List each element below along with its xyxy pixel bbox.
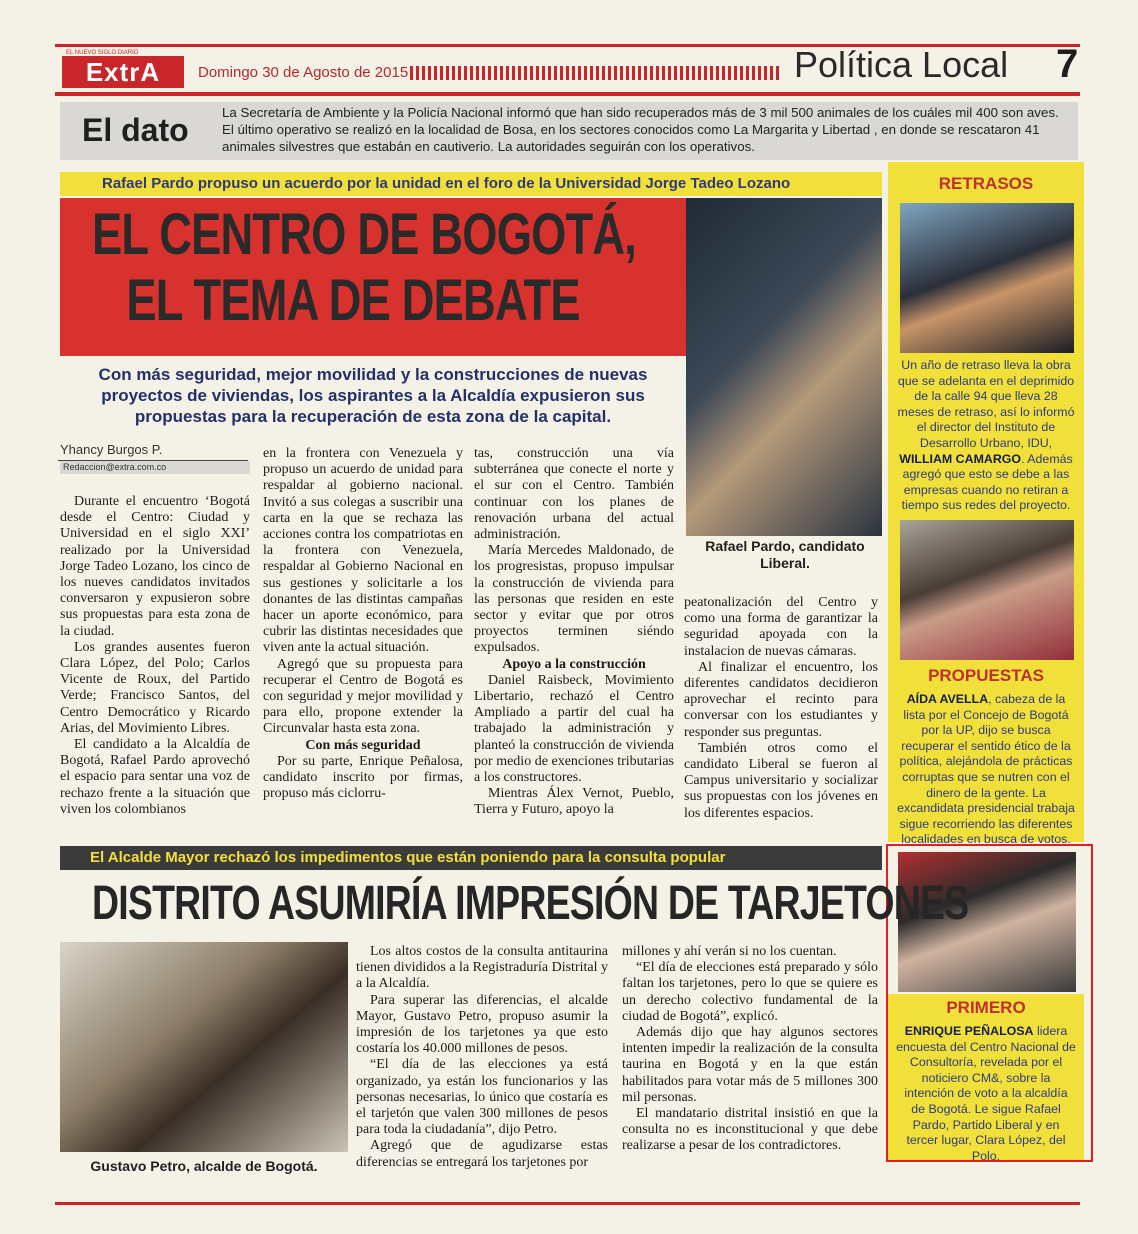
gustavo-petro-photo: [60, 942, 348, 1152]
paragraph: También otros como el candidato Liberal se fueron al Campus universitario y socializar sus propuestas con los jóvenes en los diferentes espacios.: [684, 740, 878, 821]
section-title: Política Local: [794, 44, 1009, 85]
paragraph: Por su parte, Enrique Peñalosa, candidato inscrito por firmas, propuso más ciclorru-: [263, 753, 463, 802]
author-email: Redaccion@extra.com.co: [60, 461, 250, 474]
subhead: Apoyo a la construcción: [502, 656, 646, 672]
paragraph: El candidato a la Alcaldía de Bogotá, Rafael Pardo aprovechó el espacio para sentar una voz de rechazo frente a la situación que viven los colombianos: [60, 737, 250, 817]
paragraph: en la frontera con Venezuela y propuso un acuerdo de unidad para respaldar al gobierno nacional. Invitó a sus colegas a suscribir una carta en la que se rechaza las acciones contra los compatriotas en la frontera con Venezuela, respaldar al Gobierno Nacional en sus gestiones y solicitarle a los donantes de las distintas campañas hacer un aporte económico, para cubrir las distintas necesidades que viven ante la actual situación.: [263, 446, 463, 656]
paragraph: millones y ahí verán si no los cuentan.: [622, 944, 837, 959]
story1-headline: [92, 202, 637, 334]
page-number: 7: [1056, 42, 1079, 86]
dato-text: La Secretaría de Ambiente y la Policía Nacional informó que han sido recuperados más de 3 mil 500 animales de los cuáles mil 400 son aves. El último operativo se realizó en la localidad de Bosa, en los sectores conocidos como La Margarita y Libertad , en donde se rescataron 41 animales silvestres que estabán en cautiverio. La autoridades seguirán con los operativos.: [222, 105, 1059, 154]
paragraph: Daniel Raisbeck, Movimiento Libertario, rechazó el Centro Ampliado a partir del cual ha trabajado la administración y planteó la construcción de vivienda por medio de exenciones tributarias a los constructores.: [474, 672, 674, 786]
paragraph: Agregó que su propuesta para recuperar el Centro de Bogotá es con seguridad y mejor movilidad y para ello, propone extender la Circunvalar hasta esta zona.: [263, 656, 463, 737]
primero-title: PRIMERO: [946, 998, 1026, 1017]
retrasos-title: RETRASOS: [938, 174, 1034, 193]
primero-body: lidera encuesta del Centro Nacional de Consultoría, revelada por el noticiero CM&, sobre la intención de voto a la alcaldía de Bogotá. Le sigue Rafael Pardo, Partido Liberal y en tercer lugar, Clara López, del Polo.: [896, 1024, 1076, 1163]
paragraph: Mientras Álex Vernot, Pueblo, Tierra y Futuro, apoyo la: [474, 786, 674, 818]
retrasos-text: [896, 358, 1076, 514]
propuestas-body: , cabeza de la lista por el Concejo de Bogotá por la UP, dijo se busca recuperar el sentido ético de la política, alejándola de prácticas corruptas que se nutren con el dinero de la gente. La excandidata presidencial trabaja sigue recorriendo las diferentes localidades en busca de votos.: [897, 692, 1075, 847]
logo-tagline: EL NUEVO SIGLO DIARIO: [66, 50, 139, 56]
propuestas-title: PROPUESTAS: [928, 666, 1044, 685]
paragraph: Agregó que de agudizarse estas diferencias se entregará los tarjetones por: [356, 1138, 608, 1170]
story1-column-3: [474, 446, 674, 819]
propuestas-name: AÍDA AVELLA: [906, 692, 989, 706]
extra-logo: ExtrA: [62, 56, 184, 88]
byline: Yhancy Burgos P.: [60, 442, 163, 457]
aida-avella-photo: [900, 520, 1074, 660]
paragraph: tas, construcción una vía subterránea que conecte el norte y el sur con el Centro. También continuar con los planes de renovación urbana del actual administración.: [474, 446, 674, 543]
retrasos-name: WILLIAM CAMARGO: [899, 451, 1022, 466]
paragraph: peatonalización del Centro y como una forma de garantizar la seguridad apoyada con la instalacion de nuevas cámaras.: [684, 595, 878, 659]
paragraph: Además dijo que hay algunos sectores intenten impedir la realización de la consulta taurina en Bogotá y en la que están habilitados para votar más de 5 millones 300 mil personas.: [622, 1025, 878, 1105]
rafael-pardo-photo: [686, 198, 882, 536]
retrasos-text-a: Un año de retraso lleva la obra que se adelanta en el deprimido de la calle 94 que lleva 28 meses de retraso, así lo informó el director del Instituto de Desarrollo Urbano, IDU,: [897, 358, 1075, 450]
dato-label: El dato: [82, 112, 189, 148]
headline-line-1: EL CENTRO DE BOGOTÁ,: [92, 202, 637, 267]
retrasos-text-b: . Además agregó que esto se debe a las empresas cuando no retiran a tiempo sus redes del proyecto.: [901, 451, 1073, 513]
story1-column-1: [60, 494, 250, 818]
footer-rule: [55, 1202, 1080, 1205]
paragraph: Para superar las diferencias, el alcalde Mayor, Gustavo Petro, propuso asumir la impresión de los tarjetones ya que esto costaría los 40.000 millones de pesos.: [356, 992, 608, 1057]
pardo-photo-caption: Rafael Pardo, candidato Liberal.: [705, 538, 865, 571]
story1-column-4: [684, 595, 878, 822]
story1-deck: Con más seguridad, mejor movilidad y la construcciones de nuevas proyectos de viviendas, los aspirantes a la Alcaldía expusieron sus propuestas para la recuperación de esta zona de la capital.: [98, 365, 648, 426]
story2-kicker: El Alcalde Mayor rechazó los impedimentos que están poniendo para la consulta popular: [60, 846, 882, 870]
paragraph: Durante el encuentro ‘Bogotá desde el Centro: Ciudad y Universidad en el siglo XXI’ realizado por la Universidad Jorge Tadeo Lozano, los cinco de los nueves candidatos invitados conversaron y expusieron sobre sus propuestas para esta zona de la ciudad.: [60, 494, 250, 639]
paragraph: El mandatario distrital insistió en que la consulta no es inconstitucional y que debe realizarse a pesar de los contradictores.: [622, 1106, 878, 1154]
issue-date: Domingo 30 de Agosto de 2015: [198, 64, 409, 81]
paragraph: “El día de las elecciones ya está organizado, ya están los funcionarios y las personas necesarias, lo único que costaría es el tarjetón que valen 300 millones de pesos para toda la ciudadanía”, dijo Petro.: [356, 1057, 608, 1138]
petro-photo-caption: Gustavo Petro, alcalde de Bogotá.: [90, 1158, 318, 1174]
story1-column-2: [263, 446, 463, 802]
subhead: Con más seguridad: [305, 737, 421, 753]
story1-kicker: Rafael Pardo propuso un acuerdo por la unidad en el foro de la Universidad Jorge Tadeo Lozano: [60, 172, 882, 196]
paragraph: María Mercedes Maldonado, de los progresistas, propuso impulsar la construcción de vivienda para las personas que residen en este sector y evitar que por otros proyectos terminen siéndo expulsados.: [474, 543, 674, 656]
propuestas-text: [896, 692, 1076, 848]
header-rule-bottom: [55, 92, 1080, 96]
paragraph: Los altos costos de la consulta antitaurina tienen divididos a la Registraduría Distrital y a la Alcaldía.: [356, 944, 608, 992]
paragraph: Al finalizar el encuentro, los diferentes candidatos decidieron aprovechar el recinto para conversar con los estudiantes y responder sus preguntas.: [684, 659, 878, 740]
headline-line-2: EL TEMA DE DEBATE: [126, 268, 580, 333]
paragraph: “El día de elecciones está preparado y sólo faltan los tarjetones, pero lo que se quiere es un derecho colectivo fundamental de la ciudad de Bogotá”, explicó.: [622, 960, 878, 1024]
story2-column-1: [356, 944, 608, 1171]
story2-column-2: [622, 944, 878, 1155]
story2-headline: DISTRITO ASUMIRÍA IMPRESIÓN DE TARJETONES: [92, 877, 969, 930]
header-stripe: [410, 66, 780, 80]
paragraph: Los grandes ausentes fueron Clara López, del Polo; Carlos Vicente de Roux, del Partido Verde; Francisco Santos, del Centro Democrático y Ricardo Arias, del Movimiento Libres.: [60, 639, 250, 736]
william-camargo-photo: [900, 203, 1074, 353]
primero-name: ENRIQUE PEÑALOSA: [904, 1024, 1034, 1038]
